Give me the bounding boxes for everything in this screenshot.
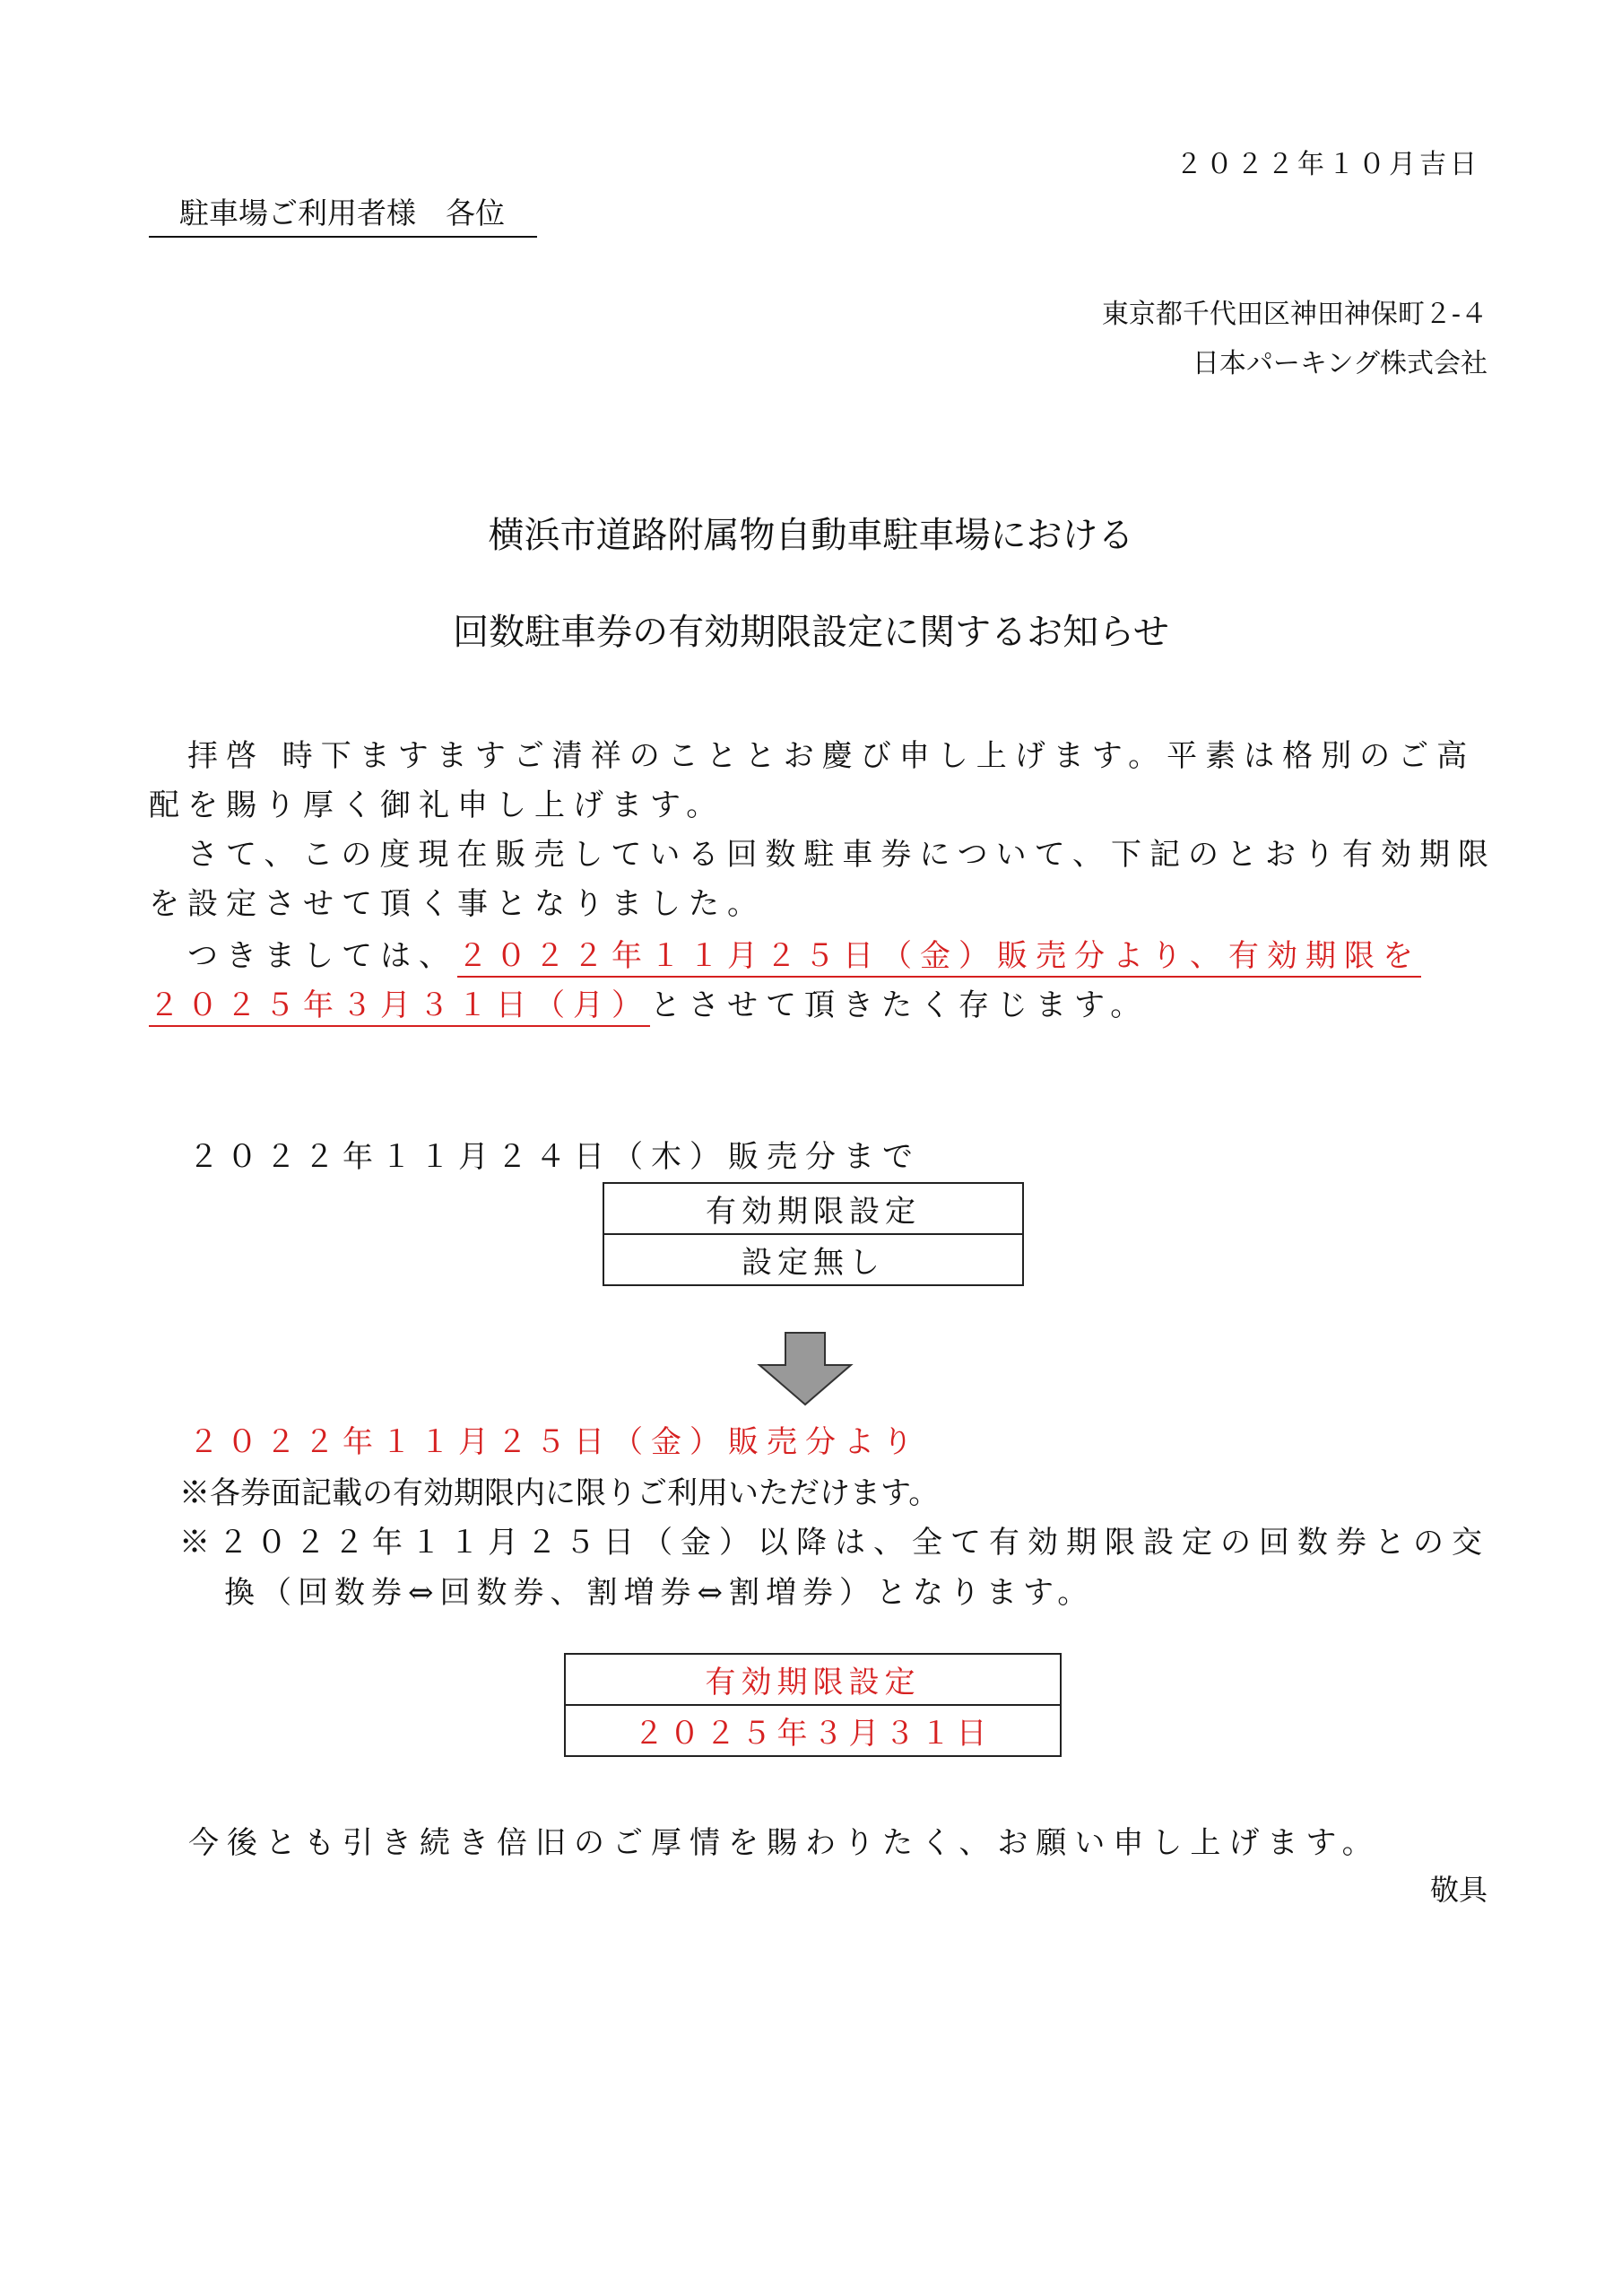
paragraph-1-line-1 [149, 731, 1485, 775]
paragraph-2-line-1 [149, 830, 1496, 874]
title-line-1: 横浜市道路附属物自動車駐車場における [488, 515, 1134, 556]
before-box-header: 有効期限設定 [603, 1183, 1023, 1234]
before-label: ２０２２年１１月２４日（木）販売分まで [188, 1139, 921, 1175]
note-2-line-1: ※２０２２年１１月２５日（金）以降は、全て有効期限設定の回数券との交 [179, 1525, 1490, 1561]
paragraph-1-line-2: 配を賜り厚く御礼申し上げます。 [149, 787, 725, 823]
sender-company: 日本パーキング株式会社 [1192, 348, 1488, 379]
before-box-value: 設定無し [603, 1234, 1023, 1285]
closing-text: 今後とも引き続き倍旧のご厚情を賜わりたく、お願い申し上げます。 [188, 1825, 1381, 1861]
down-arrow-icon [756, 1331, 854, 1407]
addressee: 駐車場ご利用者様 各位 [149, 190, 537, 238]
sender-address: 東京都千代田区神田神保町２-４ [1101, 299, 1488, 330]
before-expiry-box [603, 1182, 1024, 1286]
paragraph-3-line-1 [149, 931, 1485, 975]
highlight-expiry-date: ２０２５年３月３１日（月） [149, 987, 650, 1027]
after-label: ２０２２年１１月２５日（金）販売分より [188, 1424, 921, 1460]
after-box-header: 有効期限設定 [565, 1654, 1061, 1705]
note-2-line-2: 換（回数券⇔回数券、割増券⇔割増券）となります。 [224, 1575, 1095, 1611]
document-date: ２０２２年１０月吉日 [1175, 149, 1480, 180]
paragraph-2-text: さて、この度現在販売している回数駐車券について、下記のとおり有効期限 [187, 837, 1496, 873]
paragraph-3-suffix: とさせて頂きたく存じます。 [650, 987, 1149, 1023]
paragraph-3-line-2 [149, 980, 1485, 1024]
paragraph-3-prefix: つきましては、 [187, 938, 457, 974]
after-expiry-box [564, 1653, 1062, 1757]
title-line-2: 回数駐車券の有効期限設定に関するお知らせ [453, 612, 1169, 653]
paragraph-1-text: 拝啓 時下ますますご清祥のこととお慶び申し上げます。平素は格別のご高 [187, 738, 1476, 774]
paragraph-2-line-2: を設定させて頂く事となりました。 [149, 886, 766, 922]
note-1: ※各券面記載の有効期限内に限りご利用いただけます。 [179, 1475, 940, 1511]
highlight-sale-start: ２０２２年１１月２５日（金）販売分より、有効期限を [457, 938, 1421, 978]
after-box-value: ２０２５年３月３１日 [565, 1705, 1061, 1756]
closing-salutation: 敬具 [1429, 1873, 1488, 1907]
